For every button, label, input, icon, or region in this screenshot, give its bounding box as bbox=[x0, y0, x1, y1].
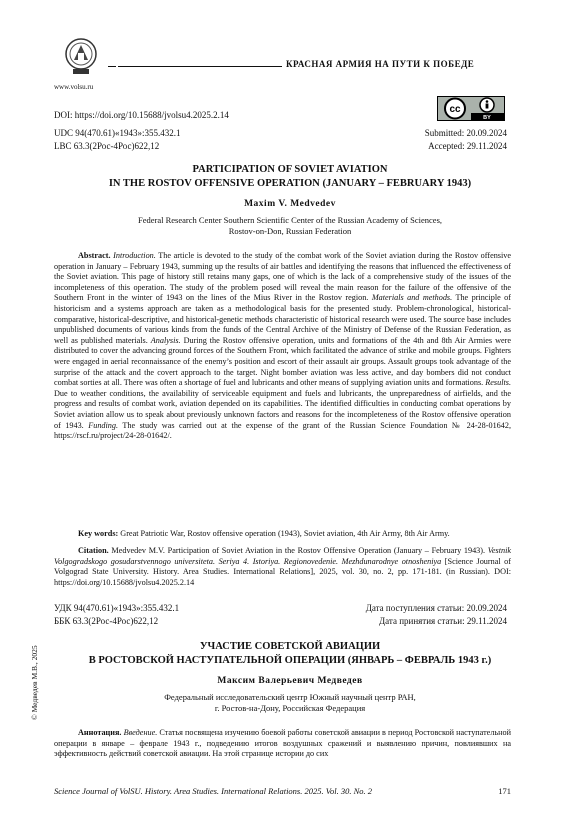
citation-label: Citation. bbox=[78, 546, 109, 555]
en-title-line2: IN THE ROSTOV OFFENSIVE OPERATION (JANUARY – FEBRUARY 1943) bbox=[108, 178, 472, 189]
ru-lbc: ББК 63.3(2Рос-4Рос)622,12 bbox=[54, 616, 159, 626]
by-text: BY bbox=[483, 115, 491, 121]
en-affiliation-line1: Federal Research Center Southern Scientific Center of the Russian Academy of Sciences, bbox=[137, 215, 443, 225]
en-citation bbox=[54, 546, 511, 588]
site-url[interactable]: www.volsu.ru bbox=[54, 83, 94, 91]
en-affiliation-line2: Rostov-on-Don, Russian Federation bbox=[228, 226, 352, 236]
ru-title bbox=[40, 640, 540, 668]
ru-accepted: Дата принятия статьи: 29.11.2024 bbox=[379, 616, 507, 626]
ru-intro-label: Введение. bbox=[123, 728, 158, 737]
citation-text-2: [Science Journal of Volgograd State University. History. Area Studies. International Relations], 2025, vol. 30, no. 2, pp. 171-181. (in Russian). DOI: https://doi.org/10.15688/jvolsu4.2025.2.14 bbox=[54, 556, 511, 587]
ru-title-line1: УЧАСТИЕ СОВЕТСКОЙ АВИАЦИИ bbox=[199, 641, 381, 652]
abstract-text-1: The article is devoted to the study of the combat work of the Soviet aviation during the Rostov offensive operation in January – February 1943, summing up the results of air battles and identifying the reasons that influenced the effectiveness of the Soviet aviation. This page of history still retains many gaps, one of which is the lack of a comprehensive study of the issues of the incompleteness of this operation. The study of the problem posed will reveal the main reason for the failure of the offensive of the Southern Front in the winter of 1943 on the lines of the Mius River in the Rostov region. bbox=[54, 251, 511, 303]
intro-label: Introduction. bbox=[113, 251, 156, 260]
en-title-line1: PARTICIPATION OF SOVIET AVIATION bbox=[192, 164, 388, 175]
ru-affiliation bbox=[40, 692, 540, 714]
en-keywords bbox=[78, 529, 511, 540]
analysis-label: Analysis. bbox=[150, 335, 181, 345]
abstract-text-3: During the Rostov offensive operation, units and formations of the 4th and 8th Air Armies were distributed to cover the advancing ground forces of the Southern Front, which facilitated the advance of strike and mobile groups. Fighters were engaged in aerial reconnaissance of the enemy’s position and escort of their assault air groups. Assault groups took advantage of the surprise of the attack and the covert approach to the target. Night bomber aviation was less active, and day bombers did not conduct combat sorties at all. There was often a shortage of fuel and lubricants and other means of supplying aviation units and formations. bbox=[54, 335, 511, 388]
ru-title-line2: В РОСТОВСКОЙ НАСТУПАТЕЛЬНОЙ ОПЕРАЦИИ (ЯНВАРЬ – ФЕВРАЛЬ 1943 г.) bbox=[88, 655, 492, 666]
running-title: КРАСНАЯ АРМИЯ НА ПУТИ К ПОБЕДЕ bbox=[286, 59, 475, 69]
header-rule bbox=[118, 66, 282, 67]
doi[interactable]: DOI: https://doi.org/10.15688/jvolsu4.2025.2.14 bbox=[54, 110, 229, 120]
en-udc: UDC 94(470.61)«1943»:355.432.1 bbox=[54, 128, 181, 138]
ru-abstract bbox=[54, 728, 511, 760]
copyright-side: © Медведев М.В., 2025 bbox=[30, 645, 39, 720]
ru-affiliation-line1: Федеральный исследовательский центр Южный научный центр РАН, bbox=[164, 692, 416, 702]
funding-label: Funding. bbox=[88, 420, 119, 430]
page-number: 171 bbox=[498, 786, 511, 796]
cc-by-license-icon bbox=[437, 96, 505, 121]
university-logo bbox=[64, 36, 98, 76]
citation-text-1: Medvedev M.V. Participation of Soviet Aviation in the Rostov Offensive Operation (January – February 1943). bbox=[108, 546, 488, 555]
header-tick bbox=[108, 66, 116, 67]
abstract-text-4: Due to weather conditions, the availability of serviceable equipment and fuels and lubricants, the unpreparedness of airfields, and the progress and results of combat work, aviation depended on its capabilities. The identified difficulties in conducting combat operations by Soviet aviation allow us to speak about previously unknown factors and reasons for the incompleteness of the Rostov offensive operation of 1943. bbox=[54, 388, 511, 430]
en-author: Maxim V. Medvedev bbox=[244, 199, 336, 209]
keywords-label: Key words: bbox=[78, 529, 119, 538]
footer-journal: Science Journal of VolSU. History. Area Studies. International Relations. 2025. Vol. 30. No. 2 bbox=[54, 786, 373, 796]
ru-abstract-text: Статья посвящена изучению боевой работы советской авиации в период Ростовской наступательной операции в январе – феврале 1943 г., подведению итогов воздушных сражений и выявлению причин, повлиявших на эффективность действий советской авиации. На этой странице истории до сих bbox=[54, 728, 511, 759]
en-affiliation bbox=[40, 215, 540, 237]
abstract-text-5: The study was carried out at the expense of the grant of the Russian Science Foundation № 24-28-01642, https://rscf.ru/project/24-28-01642/. bbox=[54, 420, 511, 441]
en-lbc: LBC 63.3(2Рос-4Рос)622,12 bbox=[54, 141, 160, 151]
cc-text: cc bbox=[449, 104, 461, 115]
ru-udc: УДК 94(470.61)«1943»:355.432.1 bbox=[54, 603, 180, 613]
results-label: Results. bbox=[485, 378, 511, 388]
ru-submitted: Дата поступления статьи: 20.09.2024 bbox=[365, 603, 507, 613]
ru-author: Максим Валерьевич Медведев bbox=[217, 676, 363, 686]
keywords-text: Great Patriotic War, Rostov offensive operation (1943), Soviet aviation, 4th Air Army, 8th Air Army. bbox=[118, 529, 450, 538]
en-submitted: Submitted: 20.09.2024 bbox=[424, 128, 507, 138]
en-abstract bbox=[54, 251, 511, 442]
en-title bbox=[40, 163, 540, 191]
en-accepted: Accepted: 29.11.2024 bbox=[428, 141, 507, 151]
ru-abstract-label: Аннотация. bbox=[78, 728, 122, 737]
abstract-label: Abstract. bbox=[78, 251, 111, 260]
methods-label: Materials and methods. bbox=[371, 293, 453, 303]
abstract-text-2: The principle of historicism and a systems approach are taken as a methodological basis for the presented study. Problem-chronological, historical-comparative, historical-descriptive, and historical-genetic methods characteristic of historical research were used. The source base includes unpublished documents of various kinds from the funds of the Central Archive of the Ministry of Defense of the Russian Federation, as well as published materials. bbox=[54, 293, 511, 345]
citation-journal: Vestnik Volgogradskogo gosudarstvennogo universiteta. Seriya 4. Istoriya. Regionovedenie. Mezhdunarodnye otnosheniya bbox=[54, 546, 511, 566]
ru-affiliation-line2: г. Ростов-на-Дону, Российская Федерация bbox=[214, 703, 366, 713]
